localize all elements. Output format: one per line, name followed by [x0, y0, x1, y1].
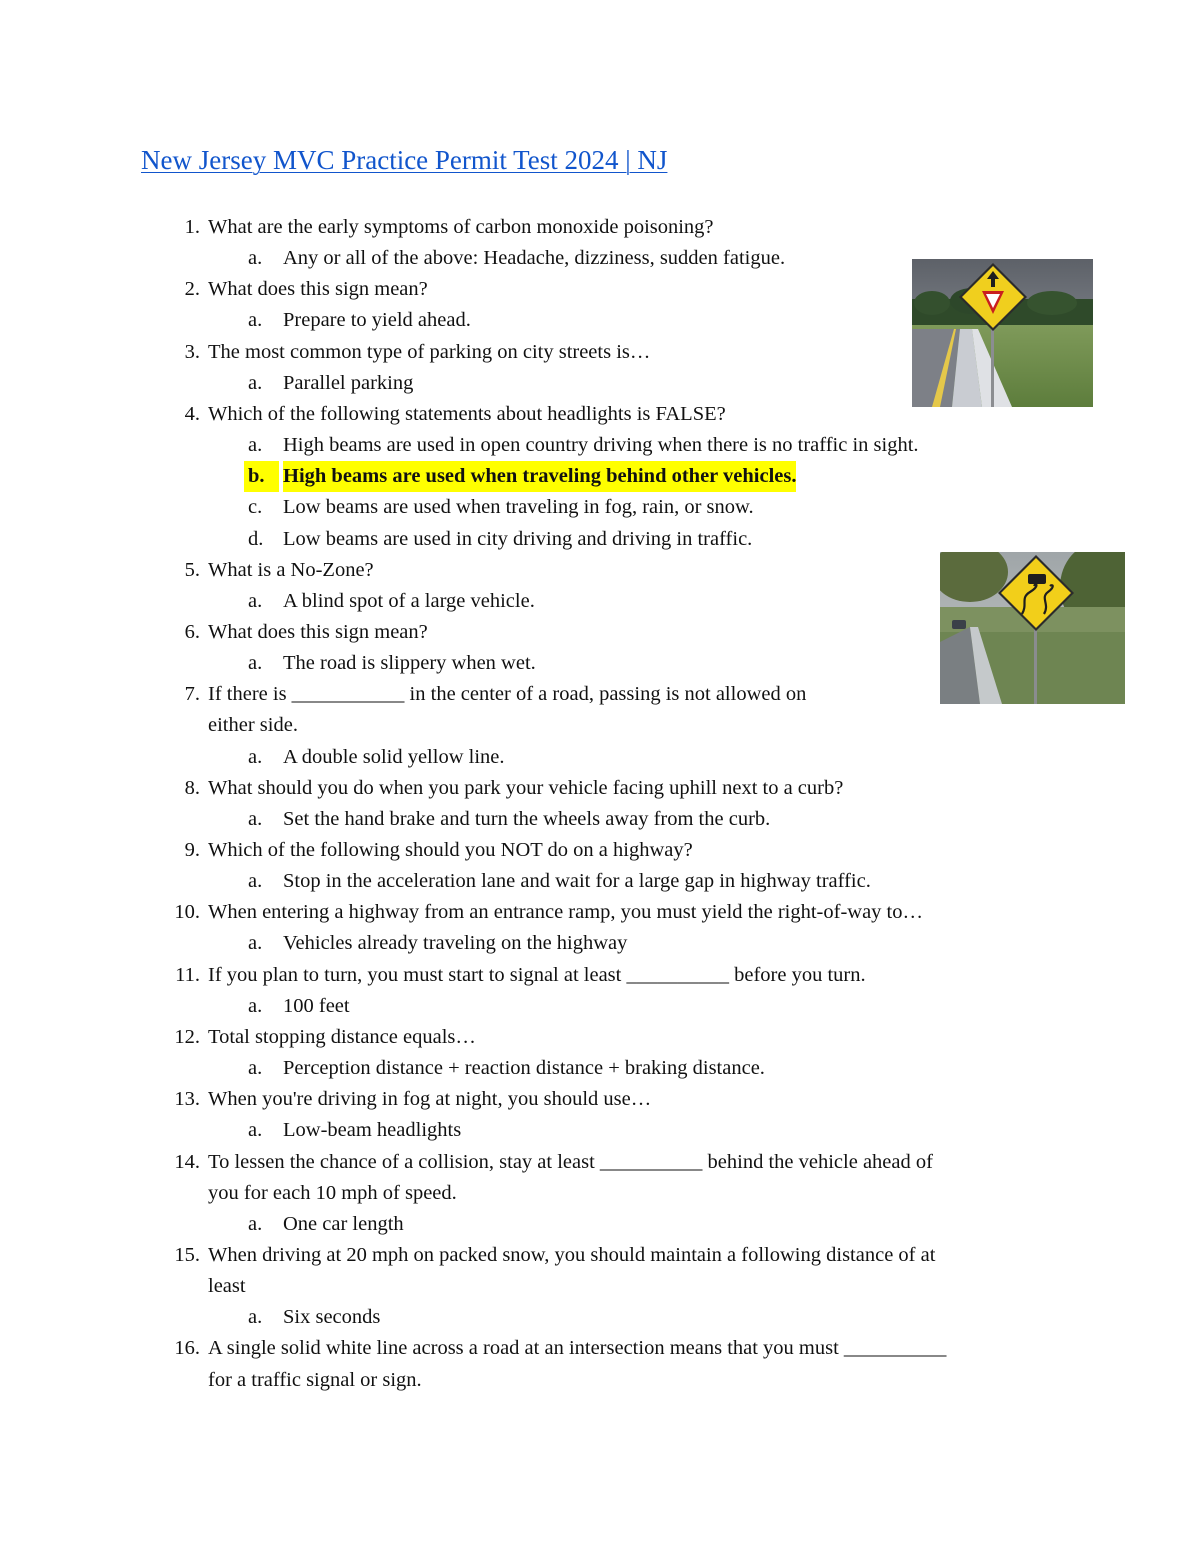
question-text: Which of the following should you NOT do on a highway?: [208, 839, 693, 861]
question-number: 9.: [184, 839, 200, 861]
answer-letter: b.: [244, 461, 279, 492]
answer-letter: a.: [248, 1212, 263, 1235]
answer-letter: a.: [248, 745, 263, 768]
answer-letter: a.: [248, 652, 263, 675]
question-number: 4.: [184, 402, 200, 425]
question-text: What does this sign mean?: [208, 620, 428, 643]
answer-letter: a.: [248, 1306, 263, 1329]
question-text: When driving at 20 mph on packed snow, you should maintain a following distance of at: [208, 1243, 936, 1266]
page-title[interactable]: New Jersey MVC Practice Permit Test 2024 | NJ: [141, 145, 668, 175]
question-number: 16.: [174, 1337, 200, 1360]
answer-text: High beams are used in open country driving when there is no traffic in sight.: [283, 434, 919, 457]
answer-letter: a.: [248, 870, 263, 893]
question-text: either side.: [208, 714, 298, 737]
answer-letter: a.: [248, 434, 263, 457]
question-number: 12.: [174, 1025, 200, 1048]
question-text: The most common type of parking on city streets is…: [208, 340, 651, 363]
question-number: 5.: [184, 558, 200, 581]
question-number: 3.: [184, 340, 200, 363]
answer-letter: a.: [248, 309, 263, 332]
question-number: 13.: [174, 1088, 200, 1111]
question-text: What is a No-Zone?: [208, 558, 374, 581]
question-text: for a traffic signal or sign.: [208, 1368, 422, 1391]
question-number: 11.: [175, 963, 200, 986]
answer-text: A blind spot of a large vehicle.: [283, 589, 535, 612]
answer-text: One car length: [283, 1212, 404, 1235]
answer-text: Set the hand brake and turn the wheels away from the curb.: [283, 807, 771, 830]
answer-text: High beams are used when traveling behind other vehicles.: [283, 461, 796, 492]
answer-letter: a.: [248, 1057, 263, 1080]
answer-text: Any or all of the above: Headache, dizziness, sudden fatigue.: [283, 247, 786, 270]
answer-letter: a.: [248, 807, 263, 830]
question-text: What does this sign mean?: [208, 278, 428, 301]
answer-letter: a.: [248, 994, 263, 1017]
answer-letter: a.: [248, 1119, 263, 1142]
answer-text: Stop in the acceleration lane and wait for a large gap in highway traffic.: [283, 870, 871, 893]
answer-letter: a.: [248, 247, 263, 270]
question-number: 2.: [184, 278, 200, 301]
answer-text: The road is slippery when wet.: [283, 652, 536, 675]
yield-ahead-sign-photo-icon: [912, 259, 1093, 407]
question-text: you for each 10 mph of speed.: [208, 1181, 457, 1204]
slippery-when-wet-sign-photo-icon: [940, 552, 1125, 704]
question-number: 14.: [174, 1150, 200, 1173]
question-text: Which of the following statements about headlights is FALSE?: [208, 402, 726, 425]
question-text: Total stopping distance equals…: [208, 1025, 476, 1048]
answer-letter: c.: [248, 496, 263, 519]
question-text: What are the early symptoms of carbon monoxide poisoning?: [208, 216, 714, 238]
answer-letter: a.: [248, 589, 263, 612]
question-text: When you're driving in fog at night, you should use…: [208, 1088, 652, 1111]
answer-letter: a.: [248, 371, 263, 394]
answer-letter: d.: [248, 527, 264, 550]
question-number: 10.: [174, 901, 200, 924]
answer-text: 100 feet: [283, 994, 350, 1017]
question-text: To lessen the chance of a collision, stay at least __________ behind the vehicle ahead of: [208, 1150, 933, 1173]
slippery-sign-image: [940, 552, 1125, 704]
answer-text: Six seconds: [283, 1306, 381, 1329]
question-text: When entering a highway from an entrance ramp, you must yield the right-of-way to…: [208, 901, 923, 924]
answer-text: Vehicles already traveling on the highway: [283, 932, 628, 955]
question-text: If there is ___________ in the center of a road, passing is not allowed on: [208, 683, 807, 706]
answer-text: Low beams are used when traveling in fog, rain, or snow.: [283, 496, 754, 519]
answer-text: Perception distance + reaction distance + braking distance.: [283, 1057, 765, 1080]
answer-text: Low-beam headlights: [283, 1119, 462, 1142]
question-text: If you plan to turn, you must start to signal at least __________ before you turn.: [208, 963, 866, 986]
question-number: 7.: [184, 683, 200, 706]
question-text: least: [208, 1275, 246, 1298]
question-number: 8.: [184, 776, 200, 799]
question-text: A single solid white line across a road at an intersection means that you must __________: [208, 1337, 947, 1360]
answer-text: Parallel parking: [283, 371, 414, 394]
answer-text: Prepare to yield ahead.: [283, 309, 471, 332]
question-number: 6.: [184, 620, 200, 643]
answer-letter: a.: [248, 932, 263, 955]
yield-ahead-sign-image: [912, 259, 1093, 407]
answer-text: A double solid yellow line.: [283, 745, 505, 768]
question-number: 15.: [174, 1243, 200, 1266]
question-text: What should you do when you park your vehicle facing uphill next to a curb?: [208, 776, 844, 799]
answer-text: Low beams are used in city driving and driving in traffic.: [283, 527, 753, 550]
question-number: 1.: [184, 216, 200, 238]
